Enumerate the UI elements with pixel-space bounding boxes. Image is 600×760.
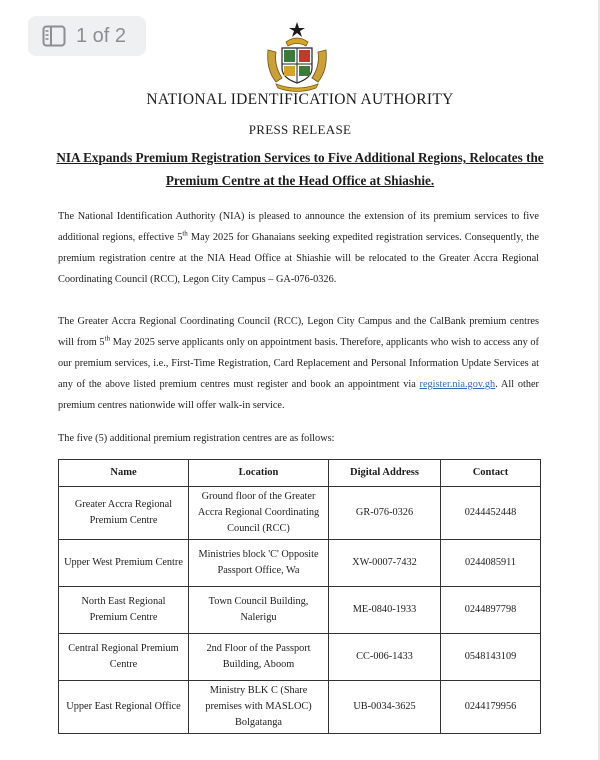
cell-digital-address: ME-0840-1933	[329, 587, 441, 634]
cell-location: Town Council Building, Nalerigu	[189, 587, 329, 634]
header-name: Name	[59, 460, 189, 487]
cell-name: Greater Accra Regional Premium Centre	[59, 487, 189, 540]
table-row	[59, 540, 541, 587]
table-header-row	[59, 460, 541, 487]
cell-name: Upper West Premium Centre	[59, 540, 189, 587]
table-row	[59, 681, 541, 734]
page-indicator[interactable]	[28, 16, 146, 56]
cell-digital-address: GR-076-0326	[329, 487, 441, 540]
header-contact: Contact	[441, 460, 541, 487]
cell-name: Upper East Regional Office	[59, 681, 189, 734]
cell-location: Ground floor of the Greater Accra Regional Coordinating Council (RCC)	[189, 487, 329, 540]
paragraph-centres-intro: The five (5) additional premium registration centres are as follows:	[58, 433, 335, 444]
paragraph-intro: The National Identification Authority (NIA) is pleased to announce the extension of its premium services to five additional regions, effective 5th May 2025 for Ghanaians seeking expedited registration services. Consequently, the premium registration centre at the NIA Head Office at Shiashie will be relocated to the Greater Accra Regional Coordinating Council (RCC), Legon City Campus – GA-076-0326.	[58, 211, 540, 285]
table-row	[59, 487, 541, 540]
cell-location: 2nd Floor of the Passport Building, Aboom	[189, 634, 329, 681]
headline: NIA Expands Premium Registration Services to Five Additional Regions, Relocates the Premium Centre at the Head Office at Shiashie.	[56, 150, 544, 188]
press-release-label: PRESS RELEASE	[248, 122, 352, 137]
coat-of-arms-icon	[262, 20, 332, 92]
cell-name: Central Regional Premium Centre	[59, 634, 189, 681]
cell-digital-address: UB-0034-3625	[329, 681, 441, 734]
cell-contact: 0548143109	[441, 634, 541, 681]
page-view-icon	[42, 25, 66, 47]
cell-name: North East Regional Premium Centre	[59, 587, 189, 634]
cell-contact: 0244897798	[441, 587, 541, 634]
cell-digital-address: CC-006-1433	[329, 634, 441, 681]
premium-centres-table	[58, 459, 541, 734]
cell-digital-address: XW-0007-7432	[329, 540, 441, 587]
cell-contact: 0244179956	[441, 681, 541, 734]
cell-location: Ministries block 'C' Opposite Passport Office, Wa	[189, 540, 329, 587]
header-digital-address: Digital Address	[329, 460, 441, 487]
cell-contact: 0244452448	[441, 487, 541, 540]
page-indicator-text: 1 of 2	[76, 24, 127, 47]
header-location: Location	[189, 460, 329, 487]
table-row	[59, 587, 541, 634]
cell-location: Ministry BLK C (Share premises with MASLOC) Bolgatanga	[189, 681, 329, 734]
paragraph-appointments: The Greater Accra Regional Coordinating Council (RCC), Legon City Campus and the CalBank premium centres will from 5th May 2025 serve applicants only on appointment basis. Therefore, applicants who wish to access any of our premium services, i.e., First-Time Registration, Card Replacement and Personal Information Update Services at any of the above listed premium centres must register and book an appointment via register.nia.gov.gh. All other premium centres nationwide will offer walk-in service.	[58, 316, 539, 411]
table-row	[59, 634, 541, 681]
organization-name: NATIONAL IDENTIFICATION AUTHORITY	[146, 91, 454, 108]
cell-contact: 0244085911	[441, 540, 541, 587]
register-link[interactable]: register.nia.gov.gh	[419, 379, 496, 390]
